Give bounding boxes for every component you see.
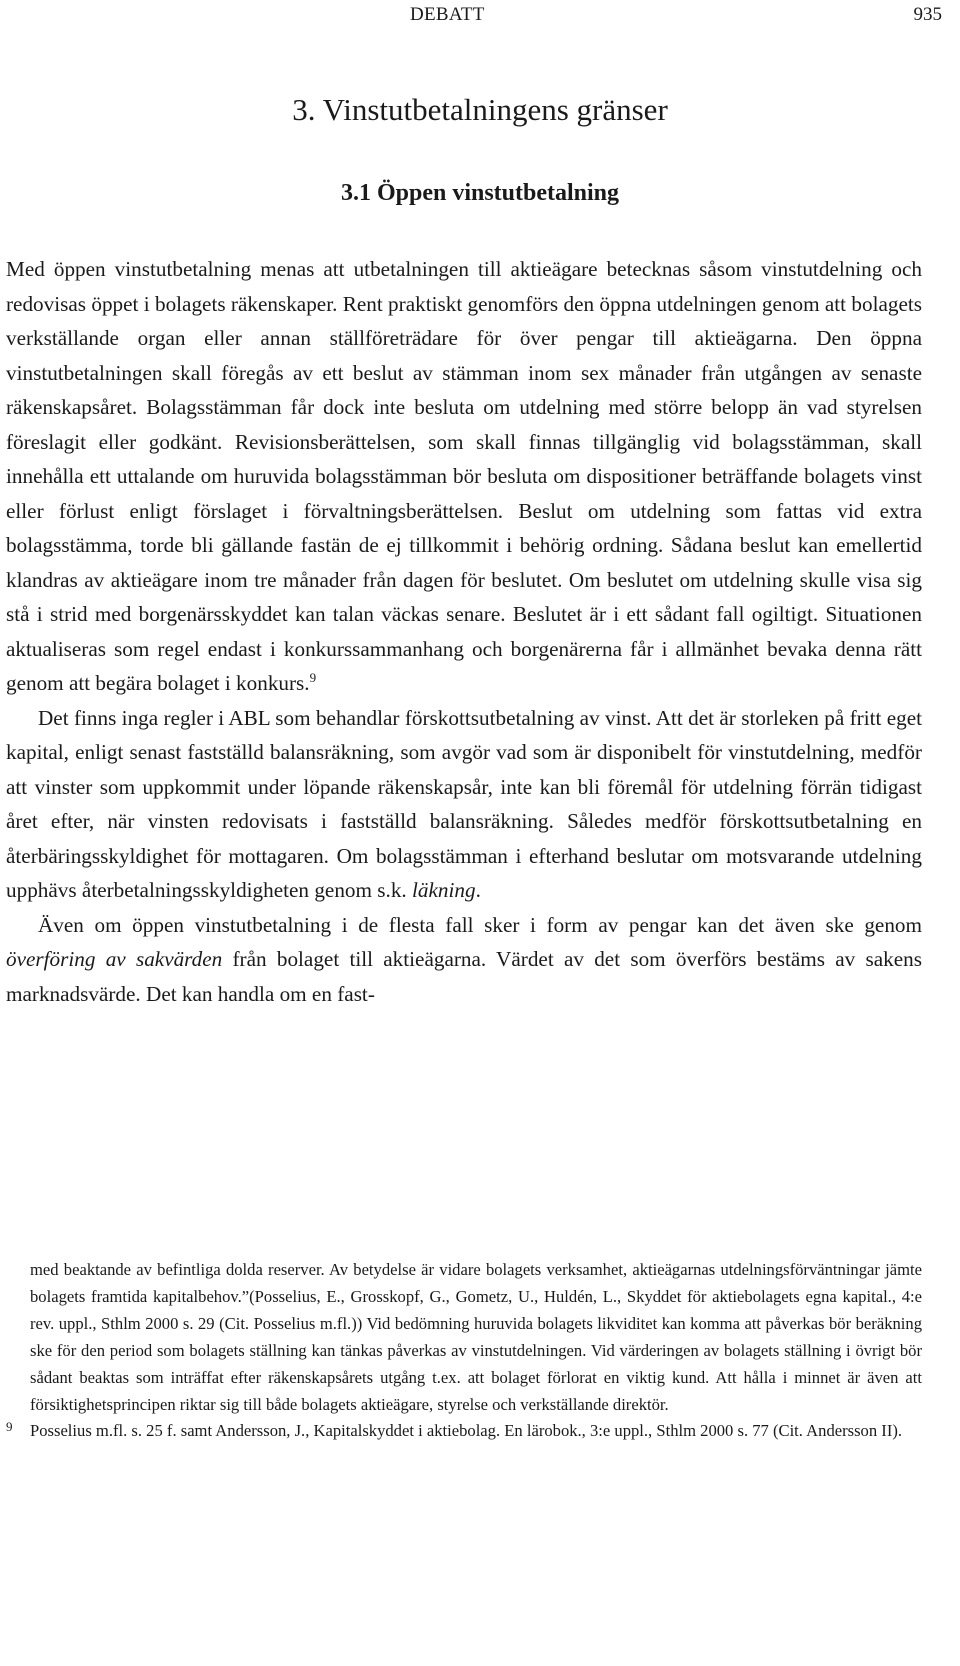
- footnote-text: Posselius m.fl. s. 25 f. samt Andersson, J., Kapitalskyddet i aktiebolag. En lärobok., 3:e uppl., Sthlm 2000 s. 77 (Cit. Andersson II).: [30, 1421, 903, 1441]
- page-header: [0, 4, 960, 30]
- paragraph-text: Med öppen vinstutbetalning menas att utbetalningen till aktieägare betecknas såsom vinstutdelning och redovisas öppet i bolagets räkenskaper. Rent praktiskt genomförs den öppna utdelningen genom att bolagets verkställande organ eller annan ställföreträdare för över pengar till aktieägarna. Den öppna vinstutbetalningen skall föregås av ett beslut av stämman inom sex månader från utgången av senaste räkenskapsåret. Bolagsstämman får dock inte besluta om utdelning med större belopp än vad styrelsen föreslagit eller godkänt. Revisionsberättelsen, som skall finnas tillgänglig vid bolagsstämman, skall innehålla ett uttalande om huruvida bolagsstämman bör besluta om dispositioner beträffande bolagets vinst eller förlust enligt förslaget i förvaltningsberättelsen. Beslut om utdelning som fattas vid extra bolagsstämma, torde bli gällande fastän de ej tillkommit i behörig ordning. Sådana beslut kan emellertid klandras av aktieägare inom tre månader från dagen för beslutet. Om beslutet om utdelning skulle visa sig stå i strid med borgenärsskyddet kan talan väckas senare. Beslutet är i ett sådant fall ogiltigt. Situationen aktualiseras som regel endast i konkurssammanhang och borgenärerna får i allmänhet bevaka denna rätt genom att begära bolaget i konkurs.: [6, 257, 922, 695]
- footnote-9: [6, 1418, 922, 1445]
- running-title: DEBATT: [410, 4, 485, 25]
- paragraph-text: .: [475, 878, 481, 902]
- footnote-marker: 9: [6, 1419, 13, 1435]
- paragraph: [6, 252, 922, 701]
- paragraph-text: från bolaget till aktieägarna. Värdet av det som överförs bestäms av sakens marknadsvärde. Det kan handla om en fast-: [6, 947, 922, 1006]
- section-title: 3. Vinstutbetalningens gränser: [292, 92, 668, 127]
- page-number: 935: [913, 4, 942, 25]
- footnotes: [6, 1257, 922, 1445]
- paragraph: [6, 908, 922, 1012]
- italic-term: överföring av sakvärden: [6, 947, 223, 971]
- subsection-title: 3.1 Öppen vinstutbetalning: [340, 180, 620, 206]
- footnote-continuation: med beaktande av befintliga dolda reserver. Av betydelse är vidare bolagets verksamhet, aktieägarnas utdelningsförväntningar jämte bolagets framtida kapitalbehov.”(Posselius, E., Grosskopf, G., Gometz, U., Huldén, L., Skyddet för aktiebolagets egna kapital., 4:e rev. uppl., Sthlm 2000 s. 29 (Cit. Posselius m.fl.)) Vid bedömning huruvida bolagets likviditet kan komma att påverkas bör beräkning ske för den period som bolagets ställning kan tänkas påverkas av vinstutdelningen. Vid värderingen av bolagets ställning i övrigt bör sådant beaktas som inträffat efter räkenskapsårets utgång t.ex. att bolaget förlorat en viktig kund. Att hålla i minnet är även att försiktighetsprincipen riktar sig till både bolagets aktieägare, styrelse och verkställande direktör.: [30, 1260, 922, 1414]
- footnote-reference[interactable]: 9: [309, 670, 317, 685]
- paragraph-text: Det finns inga regler i ABL som behandlar förskottsutbetalning av vinst. Att det är storleken på fritt eget kapital, enligt senast fastställd balansräkning, som avgör vad som är disponibelt för vinstutdelning, medför att vinster som uppkommit under löpande räkenskapsår, inte kan bli föremål för utdelning förrän tidigast året efter, när vinsten redovisats i fastställd balansräkning. Således medför förskottsutbetalning en återbäringsskyldighet för mottagaren. Om bolagsstämman i efterhand beslutar om motsvarande utdelning upphävs återbetalningsskyldigheten genom s.k.: [6, 705, 922, 902]
- italic-term: läkning: [412, 878, 476, 902]
- paragraph: [6, 701, 922, 908]
- paragraph-text: Även om öppen vinstutbetalning i de flesta fall sker i form av pengar kan det även ske genom: [38, 912, 922, 937]
- body-text: [6, 252, 922, 1011]
